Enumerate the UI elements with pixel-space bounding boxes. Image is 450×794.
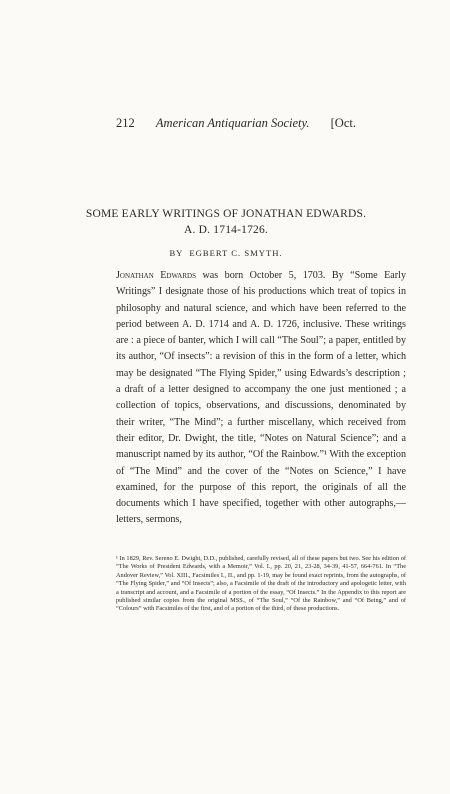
byline [70,248,382,258]
footnote: ¹ In 1829, Rev. Sereno E. Dwight, D.D., published, carefully revised, all of these papers but two. See his edition of “The Works of President Edwards, with a Memoir,” Vol. I., pp. 20, 21, 23-28, 34-39, 41-57, 664-761. In “The Andover Review,” Vol. XIII., Facsimiles I., II., and pp. 1-19, may be found exact reprints, from the autographs, of “The Flying Spider,” and “Of Insects”; also, a Facsimile of the draft of the introductory and apologetic letter, with a transcript and account, and a Facsimile of a portion of the essay, “Of Insects.” In the Appendix to this report are published similar copies from the original MSS., of “The Soul,” “Of the Rainbow,” and “Of Being,” and of “Colours” with Facsimiles of the first, and of a portion of the third, of these productions. [116,555,406,613]
body-paragraph [116,268,406,529]
running-head [116,116,356,131]
article-title [70,206,382,238]
author-name: EGBERT C. SMYTH. [189,248,283,258]
issue-month: [Oct. [330,116,356,130]
paragraph-text: was born October 5, 1703. By “Some Early Writings” I designate those of his productions which treat of topics in philosophy and natural science, and which have been referred to the period between A. D. 1714 and A. D. 1726, inclusive. These writings are : a piece of banter, which I will call “The Soul”; a paper, entitled by its author, “Of insects”: a revision of this in the form of a letter, which may be designated “The Flying Spider,” using Edwards’s description ; a draft of a letter designed to accompany the one just mentioned ; a collection of topics, observations, and discussions, denominated by their writer, “The Mind”; a further miscellany, which received from their editor, Dr. Dwight, the title, “Notes on Natural Science”; and a manuscript named by its author, “Of the Rainbow.”¹ With the exception of “The Mind” and the cover of the “Notes on Science,” I have examined, for the purpose of this report, the originals of all the documents which I have specified, together with other autographs,—letters, sermons, [116,270,406,526]
page-number: 212 [116,116,135,130]
byline-prefix: BY [169,248,184,258]
lead-name: Jonathan Edwards [116,270,196,281]
title-line-1: SOME EARLY WRITINGS OF JONATHAN EDWARDS. [85,208,367,220]
journal-name: American Antiquarian Society. [155,116,310,130]
title-line-2: A. D. 1714-1726. [183,224,268,236]
